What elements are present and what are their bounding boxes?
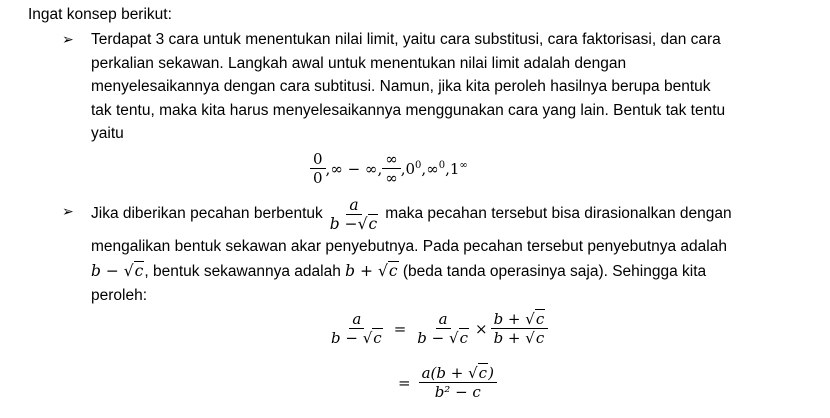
equation-line-2: = $\frac{a(b + √c)}{\text{b² − c}}$	[390, 364, 497, 401]
inline-fraction: $\frac{a}{b -√c}$	[329, 195, 378, 233]
rhs-fraction-2: $\frac{b + √c}{b + √c}$	[491, 310, 549, 347]
bullet1-line4: tak tentu, maka kita harus menyelesaikannya menggunakan cara yang lain. Bentuk tak tentu	[91, 101, 726, 119]
one-pow-inf: 1∞	[449, 159, 468, 178]
inf-minus-inf: ∞ − ∞	[330, 159, 378, 178]
bullet2-line4: peroleh:	[91, 287, 148, 304]
indeterminate-forms: $\frac{0}{0}$ , ∞ − ∞ , $\frac{\infty}{\infty}$ , $0^0$ , ∞$^0$ , 1∞	[310, 150, 468, 187]
bullet-arrow-icon: ➢	[62, 31, 74, 47]
bullet1-line3: menyelesaikannya dengan cara subtitusi. Namun, jika kita peroleh hasilnya berupa bentuk	[91, 78, 711, 95]
bullet2-paragraph	[91, 193, 791, 308]
inf-over-inf: $\frac{\infty}{\infty}$	[382, 150, 401, 187]
bullet1-paragraph	[91, 28, 791, 146]
result-fraction: $\frac{a(b + √c)}{\text{b² − c}}$	[419, 364, 497, 401]
bullet2-line2: mengalikan bentuk sekawan akar penyebutnya. Pada pecahan tersebut penyebutnya adalah	[91, 238, 727, 255]
equation-line-1: $\frac{a}{b - √c}$ = $\frac{a}{b - √c}$ × $\frac{b + √c}{b + √c}$	[328, 310, 548, 347]
bullet1-line1: Terdapat 3 cara untuk menentukan nilai limit, yaitu cara substitusi, cara faktorisasi, dan cara	[91, 31, 721, 48]
zero-pow-zero: $0^0$	[405, 159, 422, 178]
bullet1-line2: perkalian sekawan. Langkah awal untuk menentukan nilai limit adalah dengan	[91, 54, 627, 72]
lhs-fraction: $\frac{a}{b - √c}$	[331, 310, 382, 347]
bullet2-line3: b − √c, bentuk sekawannya adalah b + √c (beda tanda operasinya saja). Sehingga kita	[91, 262, 707, 280]
bullet1-line5: yaitu	[91, 125, 124, 142]
inf-pow-zero: ∞$^0$	[426, 159, 446, 178]
zero-over-zero: $\frac{0}{0}$	[310, 150, 326, 187]
intro-text: Ingat konsep berikut:	[28, 6, 172, 23]
bullet2-line1: Jika diberikan pecahan berbentuk $\frac{a}{b -√c}$ maka pecahan tersebut bisa dirasionalkan dengan	[91, 195, 732, 233]
bullet-arrow-icon: ➢	[62, 203, 74, 219]
rhs-fraction-1: $\frac{a}{b - √c}$	[417, 310, 468, 347]
